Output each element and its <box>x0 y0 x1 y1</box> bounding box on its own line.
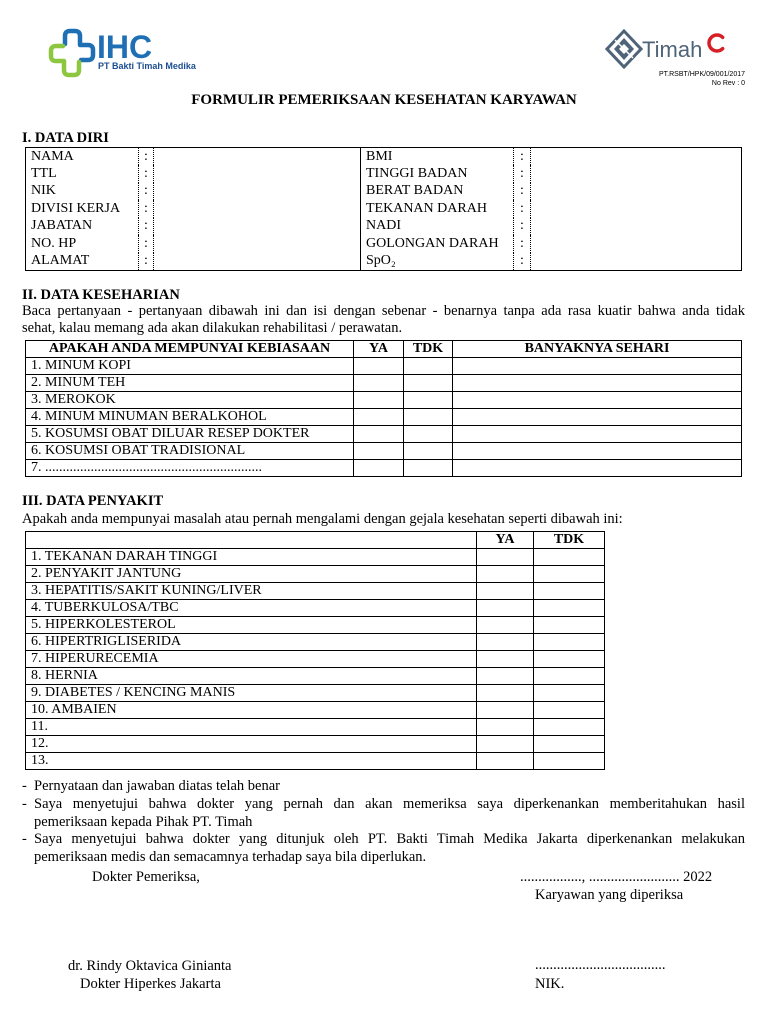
no-cell <box>404 409 453 426</box>
condition-label: 6. HIPERTRIGLISERIDA <box>26 634 477 651</box>
yes-cell <box>354 426 404 443</box>
field-value-blank <box>154 235 361 253</box>
section-heading-habits: II. DATA KESEHARIAN <box>22 287 180 303</box>
table-row <box>26 375 742 392</box>
field-value-blank <box>531 165 742 183</box>
yes-cell <box>477 566 534 583</box>
instruction-line: Baca pertanyaan - pertanyaan dibawah ini dan isi dengan sebenar - benarnya tanpa ada rasa kuatir bahwa anda tidak <box>22 303 745 319</box>
field-label: TTL <box>31 165 57 181</box>
yes-cell <box>354 443 404 460</box>
field-label: TINGGI BADAN <box>366 165 468 181</box>
field-value-blank <box>531 200 742 218</box>
declaration-text <box>34 796 745 832</box>
field-label: GOLONGAN DARAH <box>366 235 499 251</box>
personal-row <box>26 218 742 236</box>
field-value-blank <box>154 183 361 201</box>
condition-label: 9. DIABETES / KENCING MANIS <box>26 685 477 702</box>
no-cell <box>534 617 605 634</box>
no-cell <box>534 685 605 702</box>
condition-label: 13. <box>26 753 477 770</box>
red-ring-icon <box>705 31 729 55</box>
no-cell <box>534 668 605 685</box>
no-cell <box>534 736 605 753</box>
table-row <box>26 358 742 375</box>
field-label: NIK <box>31 183 56 199</box>
field-separator: : <box>139 165 154 183</box>
table-row <box>26 736 605 753</box>
field-separator: : <box>139 148 154 166</box>
condition-label: 4. TUBERKULOSA/TBC <box>26 600 477 617</box>
field-value-blank <box>154 218 361 236</box>
declaration-line: Saya menyetujui bahwa dokter yang pernah dan akan memeriksa saya diperkenankan memberitahukan hasil <box>34 795 745 812</box>
field-separator: : <box>139 253 154 271</box>
doctor-name: dr. Rindy Oktavica Ginianta <box>68 957 232 974</box>
habit-label: 4. MINUM MINUMAN BERALKOHOL <box>26 409 354 426</box>
field-value-blank <box>154 165 361 183</box>
table-row <box>26 634 605 651</box>
no-cell <box>534 566 605 583</box>
condition-label: 10. AMBAIEN <box>26 702 477 719</box>
habits-table <box>25 340 742 477</box>
column-header-habit: APAKAH ANDA MEMPUNYAI KEBIASAAN <box>26 341 354 358</box>
condition-label: 1. TEKANAN DARAH TINGGI <box>26 549 477 566</box>
ihc-logo-text: IHC <box>97 29 153 65</box>
doctor-signature-label: Dokter Pemeriksa, <box>92 868 200 885</box>
table-row <box>26 753 605 770</box>
field-separator: : <box>514 148 531 166</box>
personal-data-table <box>25 147 742 271</box>
declaration-text <box>34 778 745 796</box>
table-row <box>26 702 605 719</box>
instruction-line: sehat, kalau memang ada akan dilakukan rehabilitasi / perawatan. <box>22 320 403 336</box>
personal-row <box>26 183 742 201</box>
declaration-item <box>22 778 745 796</box>
habit-label: 5. KOSUMSI OBAT DILUAR RESEP DOKTER <box>26 426 354 443</box>
table-header-row <box>26 532 605 549</box>
personal-row <box>26 253 742 271</box>
table-row <box>26 409 742 426</box>
yes-cell <box>477 651 534 668</box>
field-separator: : <box>514 165 531 183</box>
field-separator: : <box>514 218 531 236</box>
field-separator: : <box>514 235 531 253</box>
table-row <box>26 668 605 685</box>
section-heading-personal: I. DATA DIRI <box>22 130 109 146</box>
field-value-blank <box>531 183 742 201</box>
field-separator: : <box>514 200 531 218</box>
yes-cell <box>477 668 534 685</box>
personal-row <box>26 148 742 166</box>
field-label: BMI <box>366 148 393 164</box>
field-label: JABATAN <box>31 218 93 234</box>
declaration-line: Saya menyetujui bahwa dokter yang ditunjuk oleh PT. Bakti Timah Medika Jakarta diperkenankan melakukan <box>34 831 745 848</box>
habit-label: 7. .............................................................. <box>26 460 354 477</box>
document-number: PT.RSBT/HPK/09/001/2017 <box>659 71 745 78</box>
yes-cell <box>477 549 534 566</box>
doctor-title: Dokter Hiperkes Jakarta <box>80 975 221 992</box>
declaration-line: Pernyataan dan jawaban diatas telah benar <box>34 778 280 794</box>
declaration-text <box>34 831 745 867</box>
table-row <box>26 600 605 617</box>
table-header-row <box>26 341 742 358</box>
habit-label: 1. MINUM KOPI <box>26 358 354 375</box>
field-value-blank <box>154 200 361 218</box>
no-cell <box>404 358 453 375</box>
field-value-blank <box>531 253 742 271</box>
field-separator: : <box>514 183 531 201</box>
yes-cell <box>477 600 534 617</box>
field-value-blank <box>531 218 742 236</box>
yes-cell <box>477 685 534 702</box>
no-cell <box>404 392 453 409</box>
diseases-instructions: Apakah anda mempunyai masalah atau pernah mengalami dengan gejala kesehatan seperti dibawah ini: <box>22 510 623 527</box>
condition-label: 2. PENYAKIT JANTUNG <box>26 566 477 583</box>
column-header-daily-amount: BANYAKNYA SEHARI <box>453 341 742 358</box>
column-header-yes: YA <box>354 341 404 358</box>
field-label: NADI <box>366 218 401 234</box>
field-label: TEKANAN DARAH <box>366 200 487 216</box>
no-cell <box>534 634 605 651</box>
ihc-logo-tagline: PT Bakti Timah Medika <box>98 61 196 71</box>
diseases-table <box>25 531 605 770</box>
no-cell <box>534 600 605 617</box>
place-date-line: ................., ......................... 2022 <box>520 868 713 885</box>
declaration-item <box>22 796 745 832</box>
field-separator: : <box>514 253 531 271</box>
declaration-line: pemeriksaan kepada Pihak PT. Timah <box>34 813 253 830</box>
yes-cell <box>354 392 404 409</box>
table-row <box>26 443 742 460</box>
table-row <box>26 426 742 443</box>
employee-name-line: .................................... <box>535 957 666 973</box>
personal-row <box>26 165 742 183</box>
field-separator: : <box>139 218 154 236</box>
habit-label: 2. MINUM TEH <box>26 375 354 392</box>
column-header-yes: YA <box>477 532 534 549</box>
personal-table-body <box>26 148 742 271</box>
yes-cell <box>354 409 404 426</box>
daily-amount-cell <box>453 375 742 392</box>
timah-logo-text: Timah <box>642 37 703 62</box>
field-value-blank <box>531 148 742 166</box>
condition-label: 11. <box>26 719 477 736</box>
revision-number: No Rev : 0 <box>711 80 745 87</box>
field-label: SpO₂ <box>366 253 396 268</box>
ihc-cross-icon <box>48 28 96 78</box>
field-value-blank <box>531 235 742 253</box>
table-row <box>26 583 605 600</box>
no-cell <box>404 426 453 443</box>
yes-cell <box>477 702 534 719</box>
condition-label: 12. <box>26 736 477 753</box>
table-row <box>26 392 742 409</box>
daily-amount-cell <box>453 426 742 443</box>
yes-cell <box>477 736 534 753</box>
employee-id-label: NIK. <box>535 975 565 992</box>
habits-instructions <box>22 303 745 337</box>
habit-label: 3. MEROKOK <box>26 392 354 409</box>
yes-cell <box>477 719 534 736</box>
daily-amount-cell <box>453 392 742 409</box>
yes-cell <box>354 375 404 392</box>
table-row <box>26 617 605 634</box>
section-heading-diseases: III. DATA PENYAKIT <box>22 493 164 509</box>
condition-label: 7. HIPERURECEMIA <box>26 651 477 668</box>
yes-cell <box>477 617 534 634</box>
field-label: ALAMAT <box>31 253 90 268</box>
declarations-list <box>22 778 745 867</box>
daily-amount-cell <box>453 409 742 426</box>
bullet-dash: - <box>22 831 27 848</box>
table-row <box>26 460 742 477</box>
condition-label: 8. HERNIA <box>26 668 477 685</box>
habit-label: 6. KOSUMSI OBAT TRADISIONAL <box>26 443 354 460</box>
condition-label: 5. HIPERKOLESTEROL <box>26 617 477 634</box>
personal-row <box>26 235 742 253</box>
field-label: NAMA <box>31 148 74 164</box>
table-row <box>26 719 605 736</box>
bullet-dash: - <box>22 778 27 794</box>
no-cell <box>534 549 605 566</box>
condition-label: 3. HEPATITIS/SAKIT KUNING/LIVER <box>26 583 477 600</box>
no-cell <box>404 460 453 477</box>
no-cell <box>404 443 453 460</box>
daily-amount-cell <box>453 443 742 460</box>
bullet-dash: - <box>22 795 27 812</box>
table-row <box>26 685 605 702</box>
field-separator: : <box>139 183 154 201</box>
yes-cell <box>477 583 534 600</box>
field-label: DIVISI KERJA <box>31 200 121 216</box>
column-header-no: TDK <box>404 341 453 358</box>
daily-amount-cell <box>453 358 742 375</box>
field-separator: : <box>139 235 154 253</box>
field-value-blank <box>154 148 361 166</box>
yes-cell <box>354 460 404 477</box>
no-cell <box>404 375 453 392</box>
no-cell <box>534 651 605 668</box>
table-row <box>26 549 605 566</box>
habits-table-body <box>26 358 742 477</box>
yes-cell <box>477 634 534 651</box>
timah-diamond-icon <box>605 29 643 69</box>
no-cell <box>534 702 605 719</box>
column-header-condition <box>26 532 477 549</box>
daily-amount-cell <box>453 460 742 477</box>
table-row <box>26 566 605 583</box>
diseases-table-body <box>26 549 605 770</box>
field-label: BERAT BADAN <box>366 183 464 199</box>
no-cell <box>534 583 605 600</box>
no-cell <box>534 753 605 770</box>
declaration-line: pemeriksaan medis dan semacamnya terhadap saya bila diperlukan. <box>34 849 427 866</box>
field-value-blank <box>154 253 361 271</box>
yes-cell <box>477 753 534 770</box>
table-row <box>26 651 605 668</box>
no-cell <box>534 719 605 736</box>
yes-cell <box>354 358 404 375</box>
field-label: NO. HP <box>31 235 77 251</box>
form-title: FORMULIR PEMERIKSAAN KESEHATAN KARYAWAN <box>191 92 577 108</box>
column-header-no: TDK <box>534 532 605 549</box>
personal-row <box>26 200 742 218</box>
declaration-item <box>22 831 745 867</box>
field-separator: : <box>139 200 154 218</box>
employee-signature-label: Karyawan yang diperiksa <box>535 886 684 903</box>
